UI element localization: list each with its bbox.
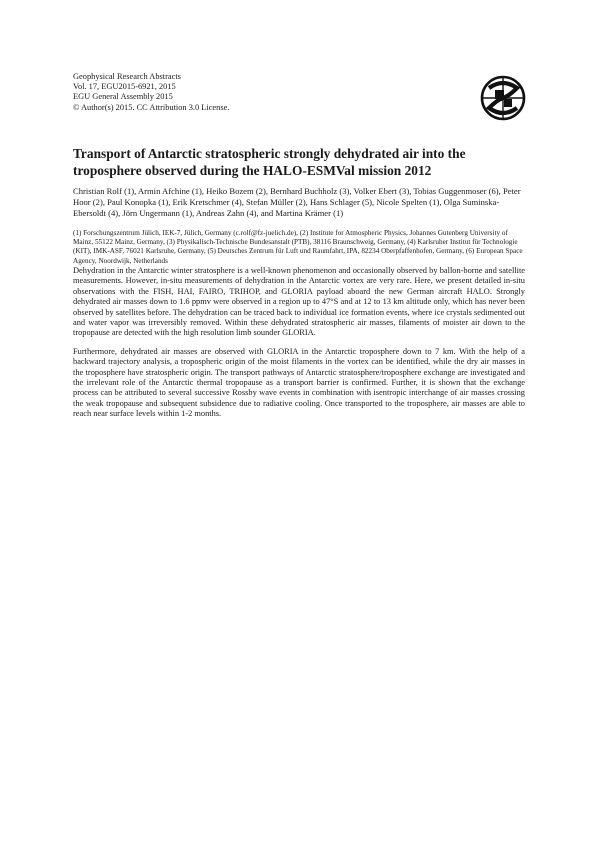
license-info: © Author(s) 2015. CC Attribution 3.0 License. [73,102,230,112]
paper-title: Transport of Antarctic stratospheric strongly dehydrated air into the troposphere observed during the HALO-ESMVal mission 2012 [73,146,466,178]
volume-info: Vol. 17, EGU2015-6921, 2015 [73,82,176,92]
assembly-name: EGU General Assembly 2015 [73,92,173,102]
author-list: Christian Rolf (1), Armin Afchine (1), Heiko Bozem (2), Bernhard Buchholz (3), Volker Ebert (3), Tobias Guggenmoser (6), Peter Hoor (2), Paul Konopka (1), Erik Kretschmer (4), Stefan Müller (2), Hans Schlager (5), Nicole Spelten (1), Olga Suminska-Ebersoldt (4), Jörn Ungermann (1), Andreas Zahn (4), and Martina Krämer (1) [73,186,521,218]
journal-header [73,72,373,113]
abstract-paragraph-2: Furthermore, dehydrated air masses are observed with GLORIA in the Antarctic troposphere down to 7 km. With the help of a backward trajectory analysis, a tropospheric origin of the moist filaments in the vortex can be identified, while the dry air masses in the troposphere have stratospheric origin. The transport pathways of Antarctic stratosphere/troposphere exchange are investigated and the irrelevant role of the Antarctic thermal tropopause as a transport barrier is confirmed. Further, it is shown that the exchange process can be attributed to several successive Rossby wave events in combination with isentropic interchange of air masses crossing the weak tropopause and subsequent subsidence due to radiative cooling. Once transported to the troposphere, air masses are able to reach near surface levels within 1-2 months. [73,346,525,419]
egu-logo-icon [479,74,527,122]
abstract-paragraph-1: Dehydration in the Antarctic winter stratosphere is a well-known phenomenon and occasionally observed by ballon-borne and satellite measurements. However, in-situ measurements of dehydration in the Antarctic vortex are very rare. Here, we present detailed in-situ observations with the FISH, HAI, FAIRO, TRIHOP, and GLORIA payload aboard the new German aircraft HALO. Strongly dehydrated air masses down to 1.6 ppmv were observed in a region up to 47°S and at 12 to 13 km altitude only, which has never been observed by satellites before. The dehydration can be traced back to individual ice formation events, where ice crystals sedimented out and water vapor was irreversibly removed. Within these dehydrated stratospheric air masses, filaments of moister air down to the tropopause are detected with the high resolution limb sounder GLORIA. [73,266,525,338]
journal-name: Geophysical Research Abstracts [73,72,181,81]
affiliations: (1) Forschungszentrum Jülich, IEK-7, Jülich, Germany (c.rolf@fz-juelich.de), (2) Institute for Atmospheric Physics, Johannes Gutenberg University of Mainz, 55122 Mainz, Germany, (3) Physikalisch-Technische Bundesanstalt (PTB), 38116 Braunschweig, Germany, (4) Karlsruher Institut für Technologie (KIT), IMK-ASF, 76021 Karlsruhe, Germany, (5) Deutsches Zentrum für Luft und Raumfahrt, IPA, 82234 Oberpfaffenhofen, Germany, (6) European Space Agency, Noordwijk, Netherlands [73,229,523,265]
abstract-body [73,266,525,428]
